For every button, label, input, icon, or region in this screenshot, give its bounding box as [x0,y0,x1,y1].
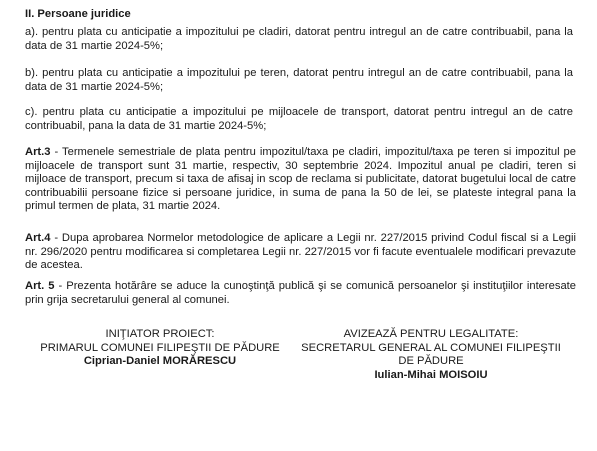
article-3 [25,146,576,214]
signature-initiator-title: PRIMARUL COMUNEI FILIPEŞTII DE PĂDURE [40,341,280,354]
article-5-text: - Prezenta hotărâre se aduce la cunoştinţă publică şi se comunică persoanelor şi instituţiilor interesate prin grija secretarului general al comunei. [25,280,576,306]
signature-initiator-role: INIŢIATOR PROIECT: [105,328,215,340]
signature-initiator-name: Ciprian-Daniel MORĂRESCU [83,355,237,368]
item-b: b). pentru plata cu anticipatie a impozitului pe teren, datorat pentru intregul an de catre contribuabil, pana la data de 31 martie 2024-5%; [25,67,573,93]
signature-secretary-role: AVIZEAZĂ PENTRU LEGALITATE: [343,328,519,340]
signature-secretary-name: Iulian-Mihai MOISOIU [374,368,488,381]
item-c: c). pentru plata cu anticipatie a impozitului pe mijloacele de transport, datorat pentru intregul an de catre contribuabil, pana la data de 31 martie 2024-5%; [25,106,573,132]
section-title: II. Persoane juridice [25,8,131,20]
article-4 [25,232,576,273]
article-5 [25,280,576,307]
article-3-text: - Termenele semestriale de plata pentru impozitul/taxa pe cladiri, impozitul/taxa pe teren si impozitul pe mijloacele de transport sunt 31 martie, respectiv, 30 septembrie 2024. Impozitul anual pe cladiri, teren si mijloace de transport, precum si taxa de afisaj in scop de reclama si publicitate, datorat bugetului local de catre contribuabilii persoane fizice si persoane juridice, in suma de pana la 50 de lei, se plateste integral pana la primul termen de plata, 31 martie 2024. [25,146,576,213]
article-4-label: Art.4 [25,232,51,244]
item-a: a). pentru plata cu anticipatie a impozitului pe cladiri, datorat pentru intregul an de catre contribuabil, pana la data de 31 martie 2024-5%; [25,26,573,52]
signature-initiator [40,328,280,369]
signature-secretary-title: SECRETARUL GENERAL AL COMUNEI FILIPEŞTII DE PĂDURE [301,341,561,368]
article-4-text: - Dupa aprobarea Normelor metodologice de aplicare a Legii nr. 227/2015 privind Codul fiscal si a Legii nr. 296/2020 pentru modificarea si completarea Legii nr. 227/2015 vor fi facute eventualele modificari prevazute de acestea. [25,232,576,272]
signature-secretary [296,328,566,382]
article-3-label: Art.3 [25,146,51,158]
article-5-label: Art. 5 [25,280,55,292]
